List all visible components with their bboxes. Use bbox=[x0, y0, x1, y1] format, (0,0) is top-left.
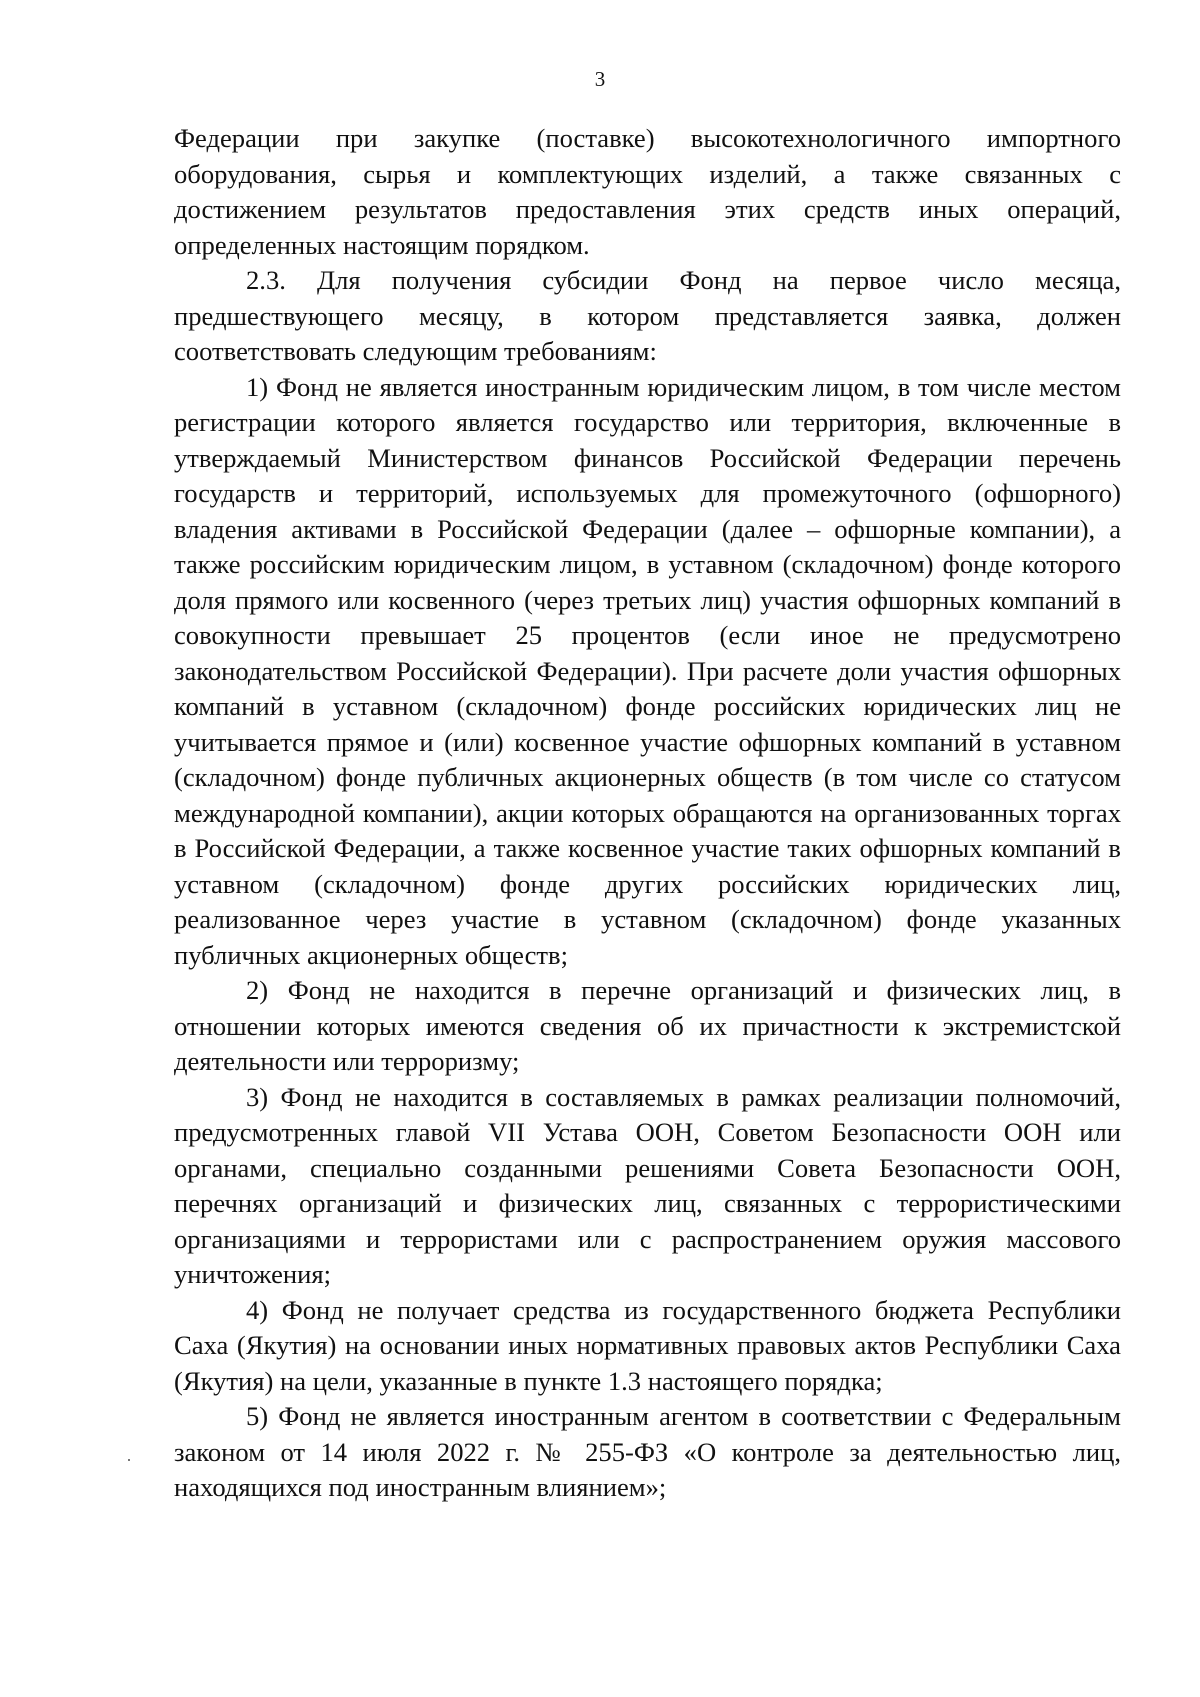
document-body bbox=[174, 121, 1121, 1506]
page-number: 3 bbox=[594, 67, 606, 91]
paragraph-item-5: 5) Фонд не является иностранным агентом в соответствии с Федеральным законом от 14 июля 2022 г. № 255-ФЗ «О контроле за деятельностью лиц, находящихся под иностранным влиянием»; bbox=[174, 1401, 1121, 1502]
paragraph-item-1: 1) Фонд не является иностранным юридическим лицом, в том числе местом регистрации которого является государство или территория, включенные в утверждаемый Министерством финансов Российской Федерации перечень государств и территорий, используемых для промежуточного (офшорного) владения активами в Российской Федерации (далее – офшорные компании), а также российским юридическим лицом, в уставном (складочном) фонде которого доля прямого или косвенного (через третьих лиц) участия офшорных компаний в совокупности превышает 25 процентов (если иное не предусмотрено законодательством Российской Федерации). При расчете доли участия офшорных компаний в уставном (складочном) фонде российских юридических лиц не учитывается прямое и (или) косвенное участие офшорных компаний в уставном (складочном) фонде публичных акционерных обществ (в том числе со статусом международной компании), акции которых обращаются на организованных торгах в Российской Федерации, а также косвенное участие таких офшорных компаний в уставном (складочном) фонде других российских юридических лиц, реализованное через участие в уставном (складочном) фонде указанных публичных акционерных обществ; bbox=[174, 371, 1121, 970]
paragraph-item-2: 2) Фонд не находится в перечне организаций и физических лиц, в отношении которых имеются сведения об их причастности к экстремистской деятельности или терроризму; bbox=[174, 975, 1121, 1076]
paragraph-item-3: 3) Фонд не находится в составляемых в рамках реализации полномочий, предусмотренных главой VII Устава ООН, Советом Безопасности ООН или органами, специально созданными решениями Совета Безопасности ООН, перечнях организаций и физических лиц, связанных с террористическими организациями и террористами или с распространением оружия массового уничтожения; bbox=[174, 1081, 1121, 1289]
paragraph-continuation: Федерации при закупке (поставке) высокотехнологичного импортного оборудования, сырья и комплектующих изделий, а также связанных с достижением результатов предоставления этих средств иных операций, определенных настоящим порядком. bbox=[174, 123, 1121, 260]
scan-speck bbox=[128, 1459, 130, 1461]
paragraph-clause-2-3: 2.3. Для получения субсидии Фонд на первое число месяца, предшествующего месяцу, в котором представляется заявка, должен соответствовать следующим требованиям: bbox=[174, 265, 1121, 366]
paragraph-item-4: 4) Фонд не получает средства из государственного бюджета Республики Саха (Якутия) на основании иных нормативных правовых актов Республики Саха (Якутия) на цели, указанные в пункте 1.3 настоящего порядка; bbox=[174, 1294, 1121, 1396]
